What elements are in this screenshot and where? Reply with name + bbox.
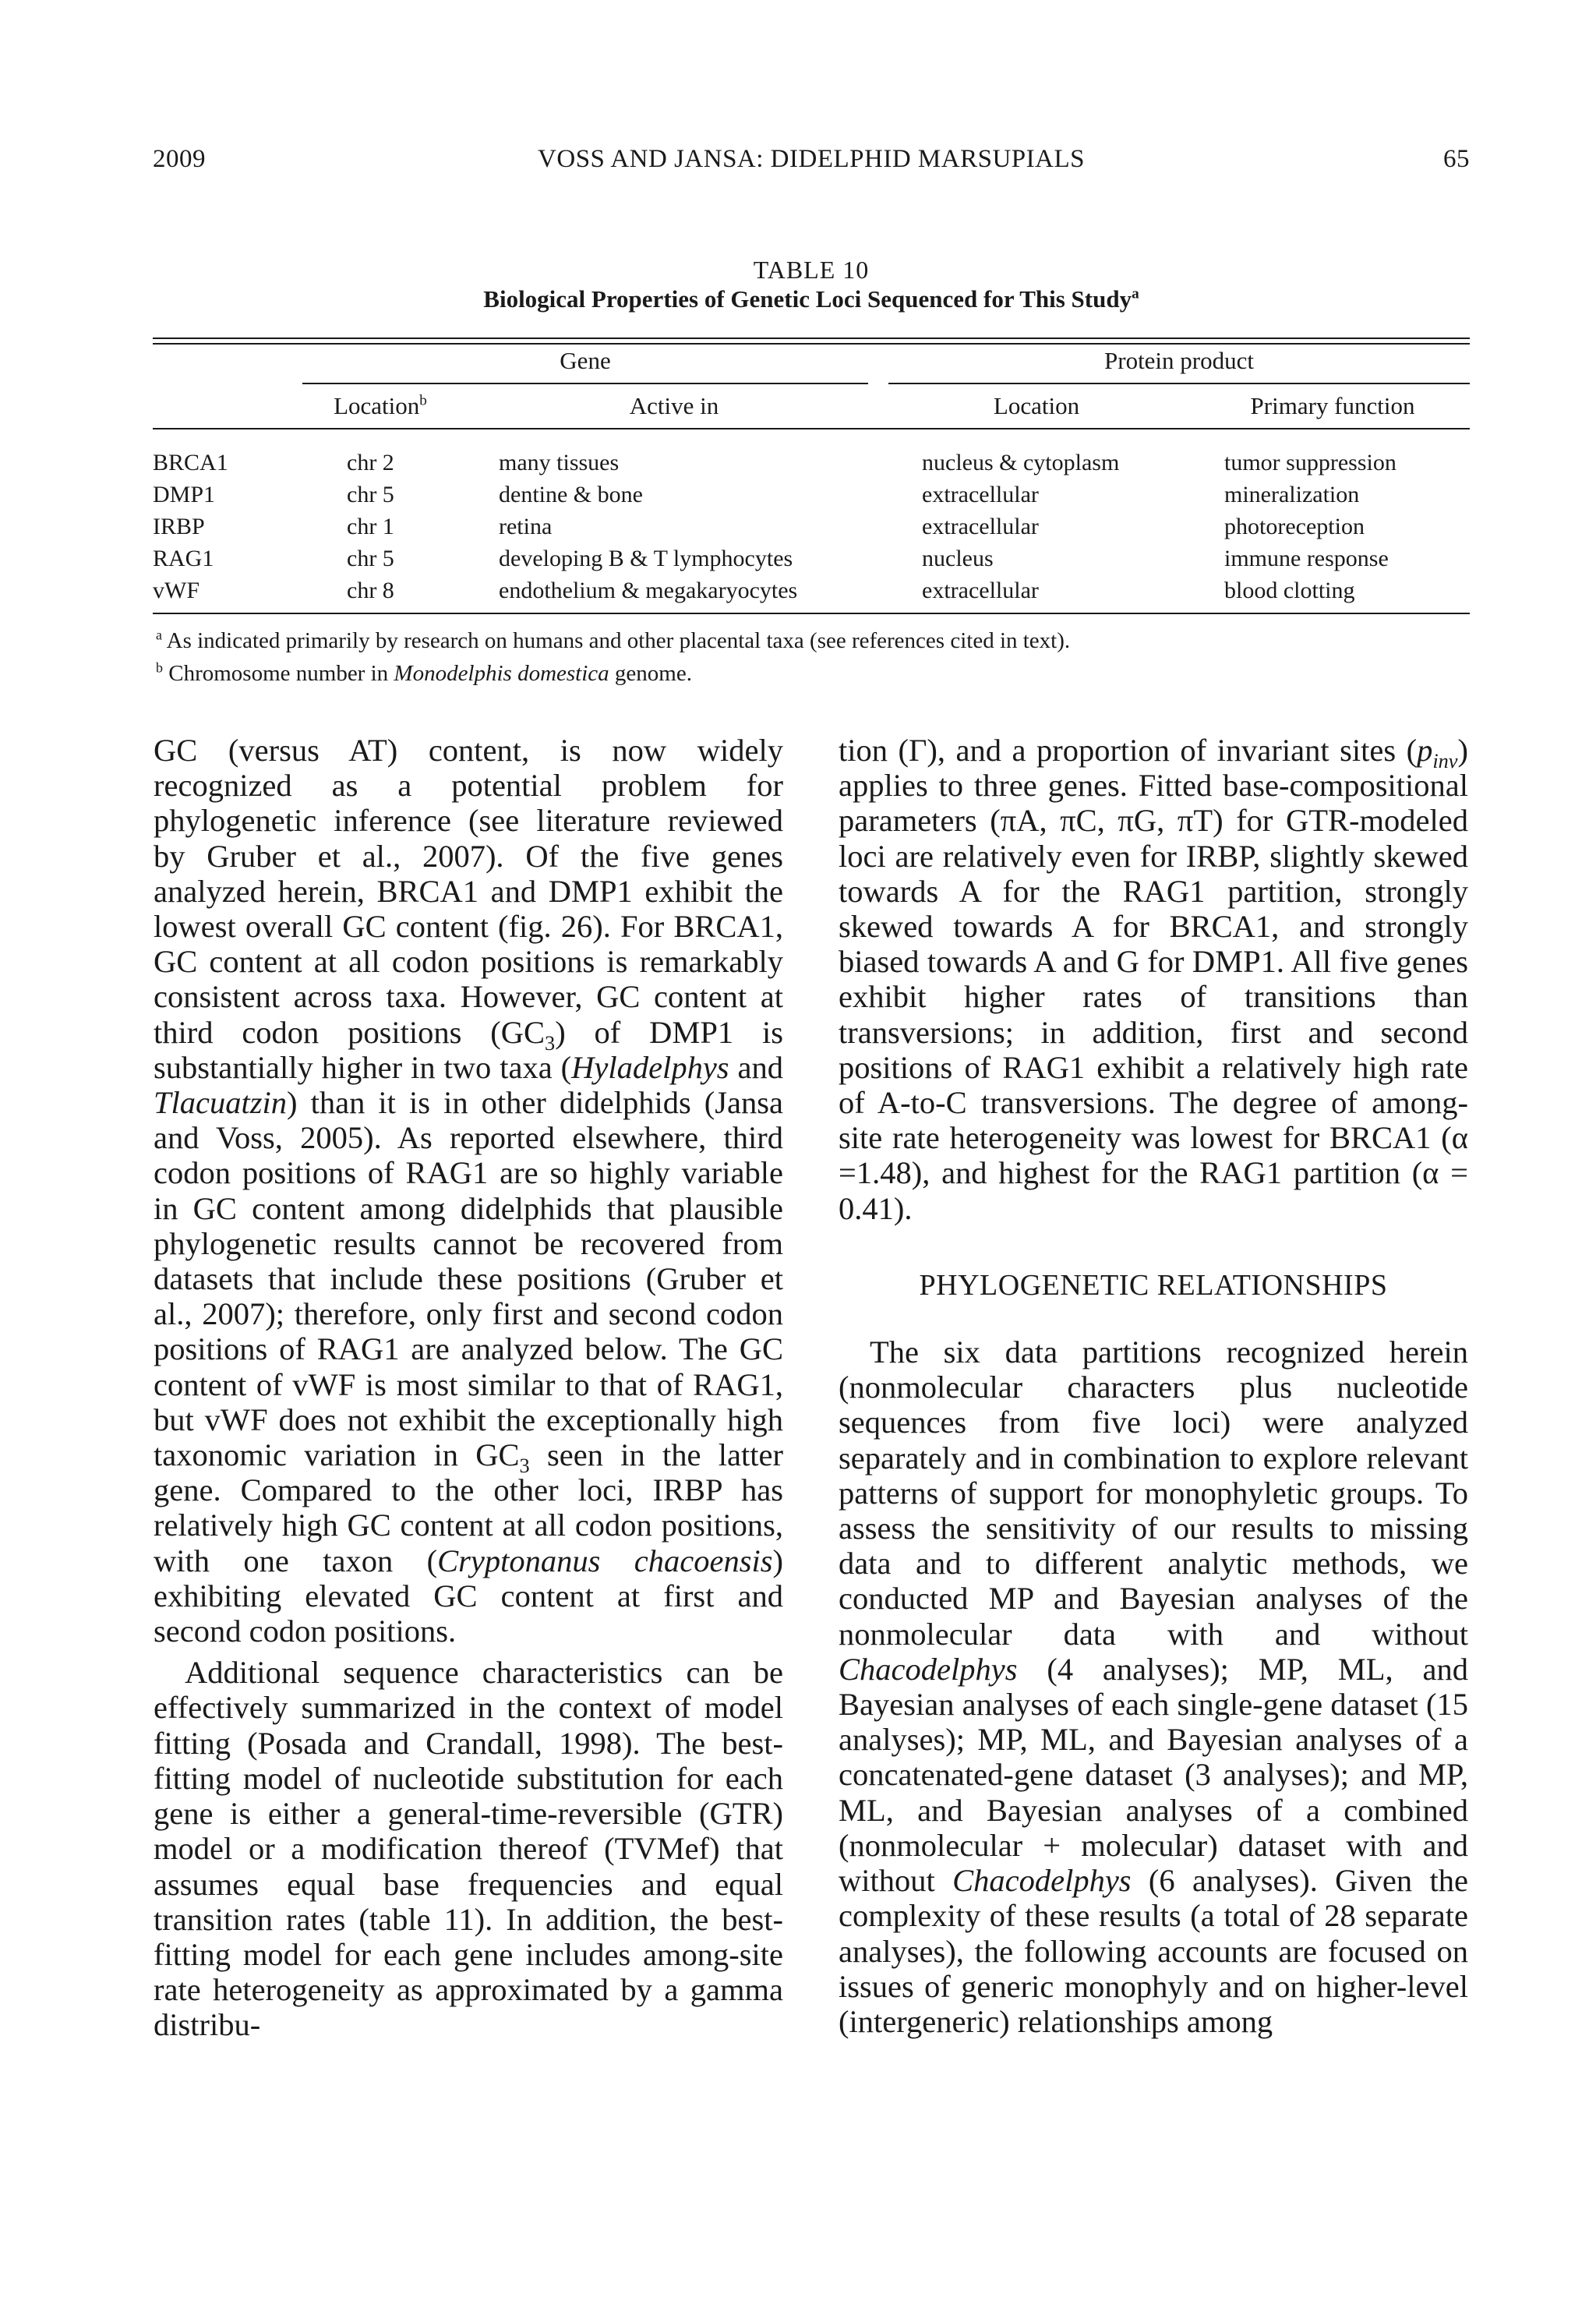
protein-group-header: Protein product xyxy=(1104,347,1254,374)
table-caption xyxy=(153,285,1470,313)
footnote-a-mark: a xyxy=(156,627,162,643)
table-row-dmp1-function: mineralization xyxy=(1224,482,1360,507)
table-row-brca1-locus: BRCA1 xyxy=(153,450,228,475)
section-heading: PHYLOGENETIC RELATIONSHIPS xyxy=(919,1268,1388,1302)
header-bottom-rule xyxy=(153,428,1470,429)
footnote-b-mark: b xyxy=(156,659,163,676)
table-row-brca1-active: many tissues xyxy=(499,450,620,475)
table-row-vwf-protein-location: extracellular xyxy=(922,578,1039,603)
table-bottom-rule xyxy=(153,613,1470,614)
table-row-vwf-function: blood clotting xyxy=(1224,578,1355,603)
table-row-rag1-active: developing B & T lymphocytes xyxy=(499,546,793,571)
table-row-dmp1-location: chr 5 xyxy=(347,482,394,507)
footnote-a-text: As indicated primarily by research on humans and other placental taxa (see references cited in text). xyxy=(166,628,1071,653)
col-header-location-text: Location xyxy=(334,392,420,419)
right-paragraph-2: The six data partitions recognized herein (nonmolecular characters plus nucleotide sequences from five loci) were analyzed separately and in combination to explore relevant patterns of support for monophyletic groups. To assess the sensitivity of our results to missing data and to different analytic methods, we conducted MP and Bayesian analyses of the nonmolecular data with and without Chacodelphys (4 analyses); MP, ML, and Bayesian analyses of each single-gene dataset (15 analyses); MP, ML, and Bayesian analyses of a concatenated-gene dataset (3 analyses); and MP, ML, and Bayesian analyses of a combined (nonmolecular + molecular) dataset with and without Chacodelphys (6 analyses). Given the complexity of these results (a total of 28 separate analyses), the following accounts are focused on issues of generic monophyly and on higher-level (intergeneric) relationships among xyxy=(839,1334,1468,2039)
table-row-irbp-locus: IRBP xyxy=(153,514,205,539)
footnote-b-prefix: Chromosome number in xyxy=(168,661,394,686)
col-header-active-in: Active in xyxy=(629,392,719,419)
table-row-dmp1-protein-location: extracellular xyxy=(922,482,1039,507)
table-row-brca1-location: chr 2 xyxy=(347,450,394,475)
table-row-brca1-protein-location: nucleus & cytoplasm xyxy=(922,450,1120,475)
table-row-vwf-locus: vWF xyxy=(153,578,200,603)
table-row-irbp-active: retina xyxy=(499,514,553,539)
left-paragraph-2: Additional sequence characteristics can be effectively summarized in the context of model fitting (Posada and Crandall, 1998). The best-fitting model of nucleotide substitution for each gene is either a general-time-reversible (GTR) model or a modification thereof (TVMef) that assumes equal base frequencies and equal transition rates (table 11). In addition, the best-fitting model for each gene includes among-site rate heterogeneity as approximated by a gamma distribu- xyxy=(154,1655,783,2043)
footnote-b-species: Monodelphis domestica xyxy=(394,661,609,686)
left-paragraph-1: GC (versus AT) content, is now widely recognized as a potential problem for phylogenetic inference (see literature reviewed by Gruber et al., 2007). Of the five genes analyzed herein, BRCA1 and DMP1 exhibit the lowest overall GC content (fig. 26). For BRCA1, GC content at all codon positions is remarkably consistent across taxa. However, GC content at third codon positions $(GC_3)$ of DMP1 is substantially higher in two taxa (Hyladelphys and Tlacuatzin) than it is in other didelphids (Jansa and Voss, 2005). As reported elsewhere, third codon positions of RAG1 are so highly variable in GC content among didelphids that plausible phylogenetic results cannot be recovered from datasets that include these positions (Gruber et al., 2007); therefore, only first and second codon positions of RAG1 are analyzed below. The GC content of vWF is most similar to that of RAG1, but vWF does not exhibit the exceptionally high taxonomic variation in $GC_3$ seen in the latter gene. Compared to the other loci, IRBP has relatively high GC content at all codon positions, with one taxon (Cryptonanus chacoensis) exhibiting elevated GC content at first and second codon positions. xyxy=(154,733,784,1649)
table-row-rag1-function: immune response xyxy=(1224,546,1389,571)
page-number: 65 xyxy=(1443,145,1470,173)
table-row-rag1-location: chr 5 xyxy=(347,546,394,571)
right-paragraph-1: tion (Γ), and a proportion of invariant sites $(p_{inv})$ applies to three genes. Fitted base-compositional parameters (πA, πC, πG, πT) for GTR-modeled loci are relatively even for IRBP, slightly skewed towards A for the RAG1 partition, strongly skewed towards A for BRCA1, and strongly biased towards A and G for DMP1. All five genes exhibit higher rates of transitions than transversions; in addition, first and second positions of RAG1 exhibit a relatively high rate of A-to-C transversions. The degree of among-site rate heterogeneity was lowest for BRCA1 (α =1.48), and highest for the RAG1 partition (α = 0.41). xyxy=(839,733,1468,1226)
table-label: TABLE 10 xyxy=(753,256,870,284)
table-caption-note: a xyxy=(1132,285,1139,302)
col-header-primary-function: Primary function xyxy=(1250,392,1415,419)
table-row-dmp1-locus: DMP1 xyxy=(153,482,216,507)
col-header-location-note: b xyxy=(419,392,427,409)
table-top-rule xyxy=(153,338,1470,339)
table-row-rag1-protein-location: nucleus xyxy=(922,546,994,571)
col-header-location xyxy=(302,392,458,420)
table-row-brca1-function: tumor suppression xyxy=(1224,450,1396,475)
journal-year: 2009 xyxy=(153,145,206,173)
col-header-protein-location: Location xyxy=(993,392,1080,419)
table-row-irbp-location: chr 1 xyxy=(347,514,394,539)
footnote-b-suffix: genome. xyxy=(609,661,692,686)
running-title: VOSS AND JANSA: DIDELPHID MARSUPIALS xyxy=(538,145,1085,173)
table-footnote-a xyxy=(156,628,1070,654)
protein-group-rule xyxy=(888,383,1470,384)
right-column xyxy=(839,733,1468,2039)
gene-group-rule xyxy=(302,383,868,384)
table-caption-text: Biological Properties of Genetic Loci Sequenced for This Study xyxy=(483,285,1132,313)
running-head xyxy=(153,145,1470,179)
table-row-vwf-location: chr 8 xyxy=(347,578,394,603)
left-column xyxy=(154,733,783,2043)
table-row-vwf-active: endothelium & megakaryocytes xyxy=(499,578,798,603)
table-row-irbp-function: photoreception xyxy=(1224,514,1365,539)
table-top-rule-2 xyxy=(153,343,1470,345)
table-row-irbp-protein-location: extracellular xyxy=(922,514,1039,539)
gene-group-header: Gene xyxy=(560,347,611,374)
table-row-rag1-locus: RAG1 xyxy=(153,546,214,571)
table-footnote-b xyxy=(156,661,692,687)
table-row-dmp1-active: dentine & bone xyxy=(499,482,643,507)
